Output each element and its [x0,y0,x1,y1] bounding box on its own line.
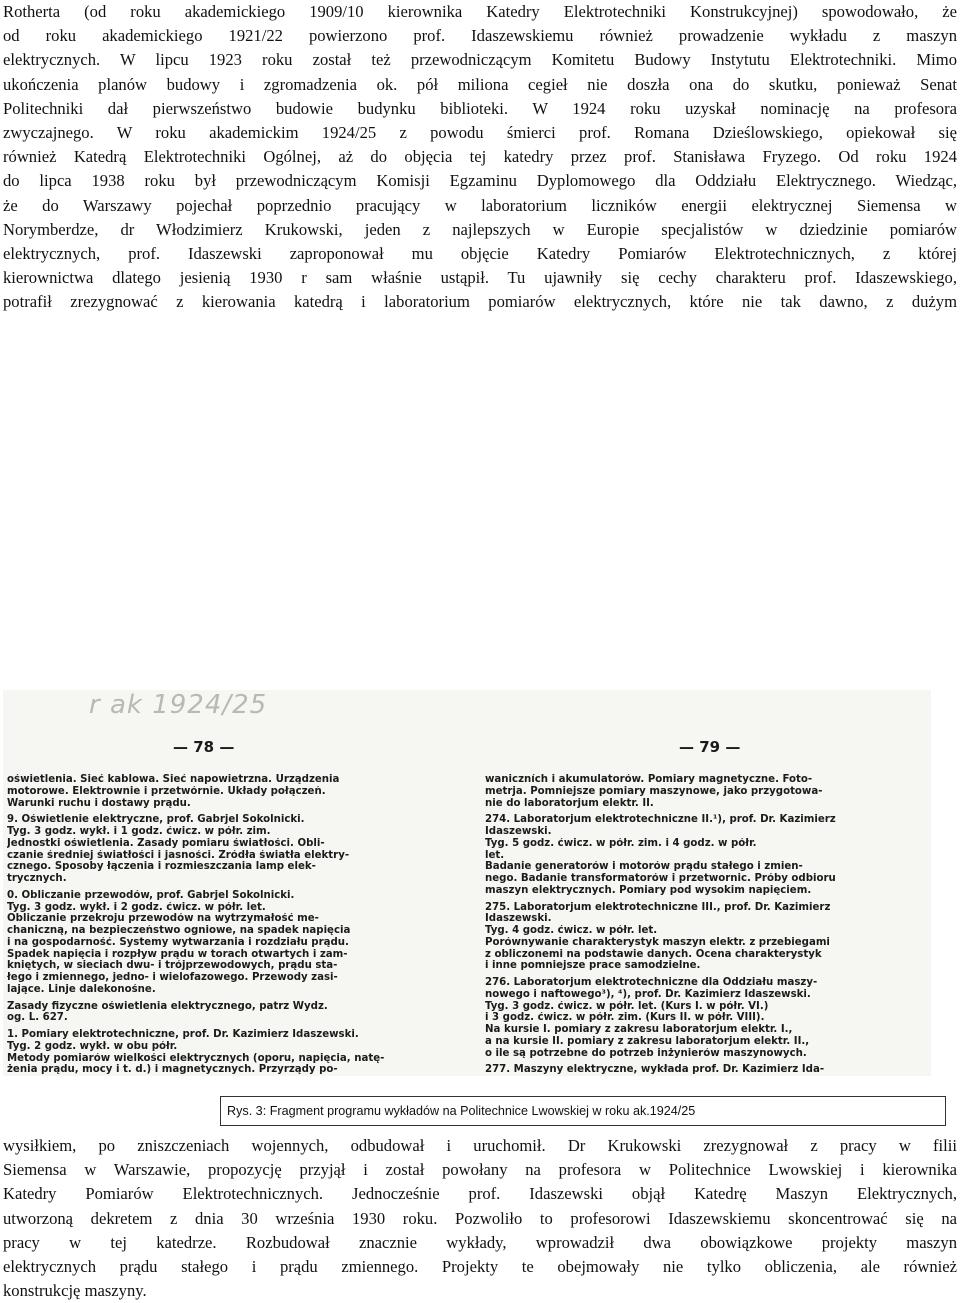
scan-line: Metody pomiarów wielkości elektrycznych (oporu, napięcia, natę- [7,1052,385,1064]
scan-line: nego. Badanie transformatorów i przetwornic. Próby odbioru [485,873,836,884]
scan-line: Tyg. 3 godz. wykł. i 2 godz. ćwicz. w półr. let. [7,901,266,913]
scan-line: trycznych. [7,873,67,884]
scan-line: lające. Linje dalekonośne. [7,983,156,995]
scan-line: motorowe. Elektrownie i przetwórnie. Układy połączeń. [7,785,326,797]
scan-line: Badanie generatorów i motorów prądu stałego i zmien- [485,861,803,873]
scan-line: waniczních i akumulatorów. Pomiary magnetyczne. Foto- [485,774,813,785]
scan-line: Idaszewski. [485,826,552,837]
scan-left-column [7,774,407,1076]
text-line: wysiłkiem, po zniszczeniach wojennych, odbudował i uruchomił. Dr Krukowski zrezygnował z pracy w filii [3,1136,957,1155]
scan-line: cznego. Sposoby łączenia i rozmieszczania lamp elek- [7,861,316,873]
scan-line: Tyg. 4 godz. ćwicz. w półr. let. [485,925,658,936]
scan-line: nowego i naftowego³), ⁴), prof. Dr. Kazimierz Idaszewski. [485,988,811,1000]
scan-line: 0. Obliczanie przewodów, prof. Gabrjel Sokolnicki. [7,889,295,901]
scan-line: a na kursie II. pomiary z zakresu laboratorjum elektr. II., [485,1035,810,1047]
scan-line: żenia prądu, mocy i t. d.) i magnetycznych. Przyrządy po- [7,1064,338,1076]
scan-line: i 3 godz. ćwicz. w półr. zim. (Kurs II. w półr. VIII). [485,1012,765,1024]
scan-line: Tyg. 5 godz. ćwicz. w półr. zim. i 4 godz. w półr. [485,837,757,849]
scan-line: metrja. Pomniejsze pomiary maszynowe, jako przygotowa- [485,785,823,797]
top-paragraph [3,0,957,314]
scan-line: nie do laboratorjum elektr. II. [485,797,654,809]
text-line: również Katedrą Elektrotechniki Ogólnej, aż do objęcia tej katedry przez prof. Stanisława Fryzego. Od roku 1924 [3,147,957,167]
text-line: elektrycznych. W lipcu 1923 roku został też przewodniczącym Komitetu Budowy Instytutu Elektrotechniki. Mimo [3,50,957,70]
scan-line: i inne pomniejsze prace samodzielne. [485,960,701,972]
text-line: ukończenia planów budowy i zgromadzenia ok. pół miliona cegieł nie doszła ona do skutku, ponieważ Senat [3,74,957,94]
scan-line: 276. Laboratorjum elektrotechniczne dla Oddziału maszy- [485,977,818,988]
text-line: od roku akademickiego 1921/22 powierzono prof. Idaszewskiemu również prowadzenie wykładu z maszyn [3,26,957,46]
scanned-figure [3,690,931,1076]
scan-line: kniętych, w sieciach dwu- i trójprzewodowych, prądu sta- [7,960,338,972]
scan-line: Na kursie I. pomiary z zakresu laboratorjum elektr. I., [485,1024,793,1035]
scan-line: Porównywanie charakterystyk maszyn elektr. z przebiegami [485,936,830,948]
text-line: że do Warszawy pojechał poprzednio pracujący w laboratorium liczników energii elektrycznej Siemensa w [3,195,957,215]
scan-line: chaniczną, na bezpieczeństwo ogniowe, na spadek napięcia [7,925,351,936]
text-line: utworzoną dekretem z dnia 30 września 1930 roku. Pozwoliło to profesorowi Idaszewskiemu skoncentrować się na [3,1208,957,1228]
figure-caption: Rys. 3: Fragment programu wykładów na Politechnice Lwowskiej w roku ak.1924/25 [220,1096,946,1126]
scan-line: oświetlenia. Sieć kablowa. Sieć napowietrzna. Urządzenia [7,774,340,785]
scan-line: 1. Pomiary elektrotechniczne, prof. Dr. Kazimierz Idaszewski. [7,1029,359,1040]
scan-line: Obliczanie przekroju przewodów na wytrzymałość me- [7,913,319,925]
text-line: Politechniki dał pierwszeństwo budowie budynku biblioteki. W 1924 roku uzyskał nominację na profesora [3,98,957,118]
scan-line: og. L. 627. [7,1012,68,1024]
scan-line: o ile są potrzebne do potrzeb inżynierów maszynowych. [485,1047,807,1059]
scan-line: łego i zmiennego, jedno- i wielofazowego. Przewody zasi- [7,972,338,983]
scan-line: Jednostki oświetlenia. Zasady pomiaru światłości. Obli- [7,837,325,849]
text-line: elektrycznych prądu stałego i prądu zmiennego. Projekty te obejmowały nie tylko obliczenia, ale również [3,1256,957,1276]
text-line: Rotherta (od roku akademickiego 1909/10 kierownika Katedry Elektrotechniki Konstrukcyjnej) spowodowało, że [3,2,957,21]
scan-line: 275. Laboratorjum elektrotechniczne III., prof. Dr. Kazimierz [485,901,831,913]
page-number-right: — 79 — [679,738,741,756]
text-line: Norymberdze, dr Włodzimierz Krukowski, jeden z najlepszych w Europie specjalistów w dziedzinie pomiarów [3,219,957,239]
scan-line: 9. Oświetlenie elektryczne, prof. Gabrjel Sokolnicki. [7,814,305,826]
text-line: konstrukcję maszyny. [3,1281,147,1301]
scan-line: Tyg. 3 godz. ćwicz. w półr. let. (Kurs I. w półr. VI.) [485,1000,769,1012]
text-line: kierownictwa dlatego jesienią 1930 r sam właśnie ustąpił. Tu ujawniły się cechy charakteru prof. Idaszewskiego, [3,268,957,288]
scan-line: Spadek napięcia i rozpływ prądu w torach otwartych i zam- [7,948,348,960]
scan-line: Idaszewski. [485,913,552,925]
scan-line: czanie średniej światłości i jasności. Źródła światła elektry- [7,849,350,861]
scan-right-column [485,774,925,1076]
scan-line: z obliczonemi na podstawie danych. Ocena charakterystyk [485,948,822,960]
scan-line: let. [485,849,505,861]
scan-line: Zasady fizyczne oświetlenia elektrycznego, patrz Wydz. [7,1000,328,1012]
text-line: Siemensa w Warszawie, propozycję przyjął i został powołany na profesora w Politechnice Lwowskiej i kierownika [3,1160,957,1180]
text-line: do lipca 1938 roku był przewodniczącym Komisji Egzaminu Dyplomowego dla Oddziału Elektrycznego. Wiedząc, [3,171,957,191]
scan-line: i na gospodarność. Systemy wytwarzania i rozdziału prądu. [7,936,349,948]
text-line: zwyczajnego. W roku akademickim 1924/25 z powodu śmierci prof. Romana Dzieślowskiego, opiekował się [3,122,957,142]
scan-line: maszyn elektrycznych. Pomiary pod wysokim napięciem. [485,884,812,896]
scan-line: Warunki ruchu i dostawy prądu. [7,797,191,809]
text-line: elektrycznych, prof. Idaszewski zaproponował mu objęcie Katedry Pomiarów Elektrotechnicznych, z której [3,243,957,263]
text-line: potrafił zrezygnować z kierowania katedrą i laboratorium pomiarów elektrycznych, które nie tak dawno, z dużym [3,292,957,312]
scan-line: Tyg. 2 godz. wykł. w obu półr. [7,1040,178,1052]
text-line: Katedry Pomiarów Elektrotechnicznych. Jednocześnie prof. Idaszewski objął Katedrę Maszyn Elektrycznych, [3,1184,957,1204]
scan-line: 274. Laboratorjum elektrotechniczne II.¹), prof. Dr. Kazimierz [485,814,836,826]
bottom-paragraph [3,1134,957,1303]
text-line: pracy w tej katedrze. Rozbudował znacznie wykłady, wprowadził dwa obowiązkowe projekty maszyn [3,1232,957,1252]
page-number-left: — 78 — [173,738,235,756]
scan-line: Tyg. 3 godz. wykł. i 1 godz. ćwicz. w półr. zim. [7,826,271,837]
handwritten-note: r ak 1924/25 [89,690,268,720]
scan-line: 277. Maszyny elektryczne, wykłada prof. Dr. Kazimierz Ida- [485,1064,825,1076]
